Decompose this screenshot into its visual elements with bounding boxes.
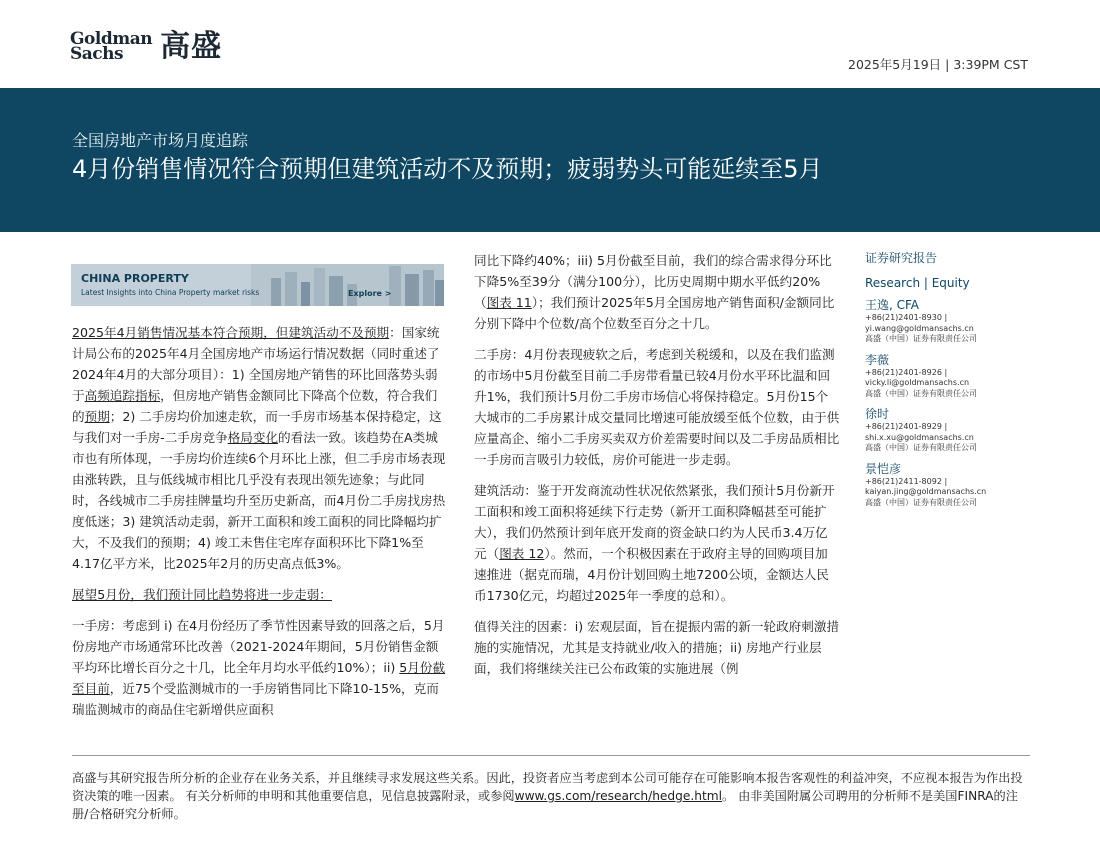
primary-text-b: ，近75个受监测城市的一手房销售同比下降10-15%，克而瑞监测城市的商品住宅新增供应面积 <box>72 681 439 717</box>
city-skyline-image <box>71 264 444 306</box>
footer-divider <box>72 755 1030 756</box>
logo-line1: Goldman <box>70 29 153 49</box>
paragraph-summary <box>72 322 446 574</box>
mtd-link[interactable]: 5月份截至目前 <box>72 660 446 696</box>
analyst-name[interactable]: 景恺彦 <box>865 461 902 476</box>
construction-text-a: 建筑活动：鉴于开发商流动性状况依然紧张，我们预计5月份新开工面积和竣工面积将延续下行走势（新开工面积降幅甚至可能扩大），我们仍然预计到年底开发商的资金缺口约为人民币3.4万亿元（ <box>474 483 835 561</box>
sidebar <box>865 250 1045 515</box>
analyst-email[interactable]: kaiyan.jing@goldmansachs.cn <box>865 487 987 496</box>
logo-line2: Sachs <box>70 44 124 64</box>
analyst-card <box>865 297 1045 345</box>
analyst-card <box>865 406 1045 454</box>
analyst-name[interactable]: 王逸, CFA <box>865 298 920 312</box>
disclaimer-text-a: 高盛与其研究报告所分析的企业存在业务关系，并且继续寻求发展这些关系。因此，投资者应当考虑到本公司可能存在可能影响本报告客观性的利益冲突，不应视本报告为作出投资决策的唯一因素。 有关分析师的申明和其他重要信息，见信息披露附录，或参阅 <box>72 771 1023 803</box>
primary-cont-a: 同比下降约40%；iii) 5月份截至目前，我们的综合需求得分环比下降5%至39分（满分100分），比历史周期中期水平低约20%（ <box>474 253 832 310</box>
paragraph-construction <box>474 480 840 606</box>
explore-link[interactable]: Explore > <box>348 289 392 298</box>
paragraph-watch-factors: 值得关注的因素：i) 宏观层面，旨在提振内需的新一轮政府刺激措施的实施情况，尤其是支持就业/收入的措施；ii) 房地产行业层面，我们将继续关注已公布政策的实施进展（例 <box>474 619 840 676</box>
analyst-card <box>865 352 1045 400</box>
report-type: 证券研究报告 <box>865 251 938 265</box>
summary-text-c: ；2) 二手房均价加速走软，而一手房市场基本保持稳定，这与我们对一手房-二手房竞争 <box>72 409 442 445</box>
outlook-heading: 展望5月份，我们预计同比趋势将进一步走弱： <box>72 587 332 602</box>
analyst-card <box>865 461 1045 509</box>
hf-tracker-link[interactable]: 高频追踪指标 <box>84 388 161 403</box>
title-banner <box>0 88 1100 232</box>
paragraph-primary-market <box>72 615 446 720</box>
expectation-link[interactable]: 预期 <box>84 409 110 424</box>
ad-subtitle: Latest Insights into China Property market risks <box>81 288 260 297</box>
exhibit-11-link[interactable]: 图表 11 <box>486 295 532 310</box>
summary-text-d: 的看法一致。该趋势在A类城市也有所体现，一手房均价连续6个月环比上涨，但二手房市场表现由涨转跌，且与低线城市相比几乎没有表现出领先迹象；与此同时，各线城市二手房挂牌量均升至历史新高，而4月份二手房找房热度低迷；3) 建筑活动走弱，新开工面积和竣工面积的同比降幅均扩大，不及我们的预期；4) 竣工未售住宅库存面积环比下降1%至4.17亿平方米，比2025年2月的历史高点低3%。 <box>72 430 446 571</box>
page-title: 4月份销售情况符合预期但建筑活动不及预期；疲弱势头可能延续至5月 <box>72 155 823 183</box>
analyst-email[interactable]: shi.x.xu@goldmansachs.cn <box>865 432 974 442</box>
analyst-name[interactable]: 徐时 <box>865 407 890 421</box>
body-column-left <box>72 322 446 730</box>
analyst-firm: 高盛（中国）证券有限责任公司 <box>865 497 977 507</box>
exhibit-12-link[interactable]: 图表 12 <box>499 546 545 561</box>
summary-text-a: ：国家统计局公布的2025年4月全国房地产市场运行情况数据（同时重述了2024年4月的大部分项目）：1) 全国房地产销售的环比回落势头弱于 <box>72 325 440 403</box>
goldman-sachs-logo[interactable] <box>70 30 222 64</box>
primary-text-a: 一手房：考虑到 i) 在4月份经历了季节性因素导致的回落之后，5月份房地产市场通常环比改善（2021-2024年期间，5月份销售金额平均环比增长百分之十几，比全年月均水平低约10%）；ii) <box>72 618 445 675</box>
analyst-firm: 高盛（中国）证券有限责任公司 <box>865 388 977 398</box>
construction-text-b: ）。然而，一个积极因素在于政府主导的回购项目加速推进（据克而瑞，4月份计划回购土地7200公顷，金额达人民币1730亿元，均超过2025年一季度的总和）。 <box>474 546 829 603</box>
disclaimer-footer <box>72 769 1032 823</box>
analyst-email[interactable]: yi.wang@goldmansachs.cn <box>865 323 974 333</box>
ad-title: CHINA PROPERTY <box>81 272 189 285</box>
summary-text-b: ，但房地产销售金额同比下降高个位数，符合我们的 <box>72 388 438 424</box>
report-datetime: 2025年5月19日 | 3:39PM CST <box>848 57 1028 72</box>
analyst-phone: +86(21)2401-8926 | <box>865 367 948 377</box>
logo-chinese: 高盛 <box>160 29 223 64</box>
analyst-firm: 高盛（中国）证券有限责任公司 <box>865 334 977 343</box>
body-column-right <box>474 250 840 689</box>
pattern-change-link[interactable]: 格局变化 <box>227 430 279 445</box>
report-category: Research | Equity <box>865 276 970 290</box>
analyst-email[interactable]: vicky.li@goldmansachs.cn <box>865 378 970 387</box>
logo-english <box>70 29 153 64</box>
series-title: 全国房地产市场月度追踪 <box>72 131 249 150</box>
summary-heading-link[interactable]: 2025年4月销售情况基本符合预期，但建筑活动不及预期 <box>72 325 390 340</box>
paragraph-secondary-market: 二手房：4月份表现疲软之后，考虑到关税缓和，以及在我们监测的市场中5月份截至目前二手房带看量已较4月份水平环比温和回升1%，我们预计5月份二手房市场信心将保持稳定。5月份15个大城市的二手房累计成交量同比增速可能放缓至低个位数，由于供应量高企、缩小二手房买卖双方价差需要时间以及二手房品质相比一手房而言吸引力较低，房价可能进一步走弱。 <box>474 347 840 467</box>
paragraph-primary-cont <box>474 250 840 334</box>
page-header <box>0 0 1100 88</box>
gs-hedge-link[interactable]: www.gs.com/research/hedge.html <box>514 789 723 803</box>
analyst-phone: +86(21)2411-8092 | <box>865 476 948 486</box>
analyst-firm: 高盛（中国）证券有限责任公司 <box>865 443 977 452</box>
analyst-phone: +86(21)2401-8929 | <box>865 422 948 431</box>
disclaimer-text-b: 。 由非美国附属公司聘用的分析师不是美国FINRA的注册/合格研究分析师。 <box>72 789 1018 821</box>
analyst-phone: +86(21)2401-8930 | <box>865 313 948 322</box>
analyst-name[interactable]: 李薇 <box>865 352 890 367</box>
china-property-banner-ad[interactable] <box>71 264 444 306</box>
primary-cont-b: ）；我们预计2025年5月全国房地产销售面积/金额同比分别下降中个位数/高个位数至百分之十几。 <box>474 295 835 331</box>
